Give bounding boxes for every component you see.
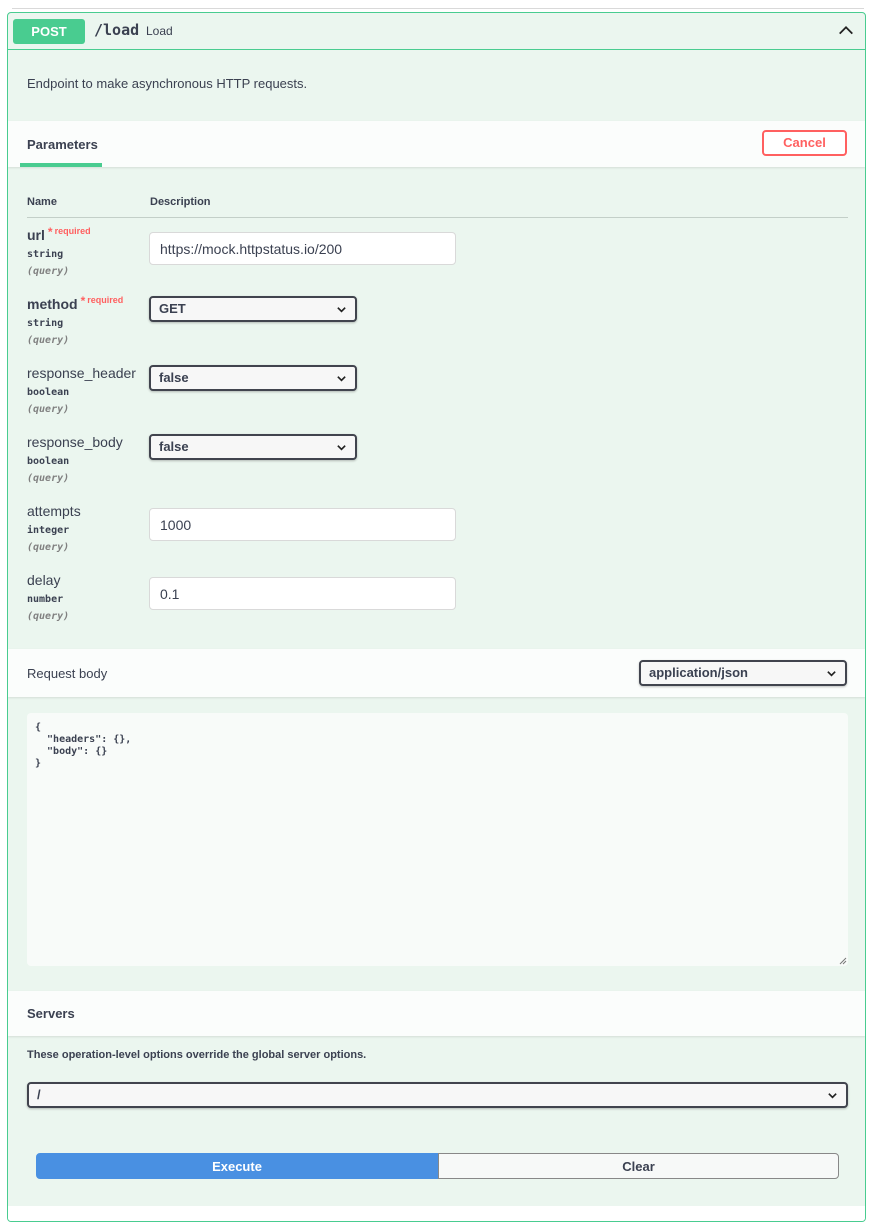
- param-type-delay: number: [27, 594, 64, 605]
- execute-button[interactable]: Execute: [36, 1153, 438, 1179]
- operation-summary-text: Load: [146, 24, 173, 38]
- operation-description: Endpoint to make asynchronous HTTP requests.: [27, 76, 308, 91]
- param-name-delay: delay: [27, 572, 61, 588]
- required-star: *: [80, 294, 86, 308]
- responses-section-edge: [8, 1206, 865, 1222]
- top-divider: [12, 8, 864, 9]
- content-type-value: application/json: [649, 665, 748, 680]
- attempts-input[interactable]: [149, 508, 456, 541]
- parameters-header: [8, 121, 865, 167]
- param-label: method: [27, 296, 78, 312]
- required-label: required: [87, 295, 124, 305]
- request-body-editor[interactable]: [27, 713, 848, 966]
- param-in-attempts: (query): [27, 542, 70, 553]
- param-in-response-header: (query): [27, 404, 70, 415]
- chevron-down-icon: [336, 373, 347, 384]
- request-body-label: Request body: [27, 666, 108, 681]
- method-select-value: GET: [159, 301, 186, 316]
- response-body-select[interactable]: [149, 434, 357, 460]
- operation-path: /load: [94, 21, 140, 39]
- servers-title: Servers: [27, 1006, 75, 1021]
- column-header-name: Name: [27, 196, 57, 208]
- required-label: required: [54, 226, 91, 236]
- server-select[interactable]: [27, 1082, 848, 1108]
- servers-header: [8, 991, 865, 1036]
- request-body-header: [8, 649, 865, 697]
- response-body-select-value: false: [159, 439, 189, 454]
- param-in-response-body: (query): [27, 473, 70, 484]
- param-type-response-header: boolean: [27, 387, 70, 398]
- tab-parameters[interactable]: Parameters: [27, 137, 98, 152]
- param-name-url: [27, 227, 91, 243]
- chevron-down-icon: [336, 304, 347, 315]
- execute-button-group: [36, 1153, 839, 1179]
- param-type-url: string: [27, 249, 64, 260]
- required-star: *: [47, 225, 53, 239]
- param-type-method: string: [27, 318, 64, 329]
- param-name-attempts: attempts: [27, 503, 81, 519]
- param-label: url: [27, 227, 45, 243]
- param-in-method: (query): [27, 335, 70, 346]
- column-header-description: Description: [150, 196, 211, 208]
- servers-note: These operation-level options override the global server options.: [27, 1049, 367, 1061]
- cancel-button[interactable]: Cancel: [762, 130, 847, 156]
- resize-handle-icon[interactable]: [839, 957, 847, 965]
- response-header-select-value: false: [159, 370, 189, 385]
- table-header-divider: [27, 217, 848, 218]
- operation-summary[interactable]: [8, 13, 865, 50]
- param-in-delay: (query): [27, 611, 70, 622]
- param-name-response-body: response_body: [27, 434, 123, 450]
- clear-button[interactable]: Clear: [438, 1153, 839, 1179]
- param-type-response-body: boolean: [27, 456, 70, 467]
- param-name-response-header: response_header: [27, 365, 136, 381]
- method-select[interactable]: [149, 296, 357, 322]
- operation-block-post-load: [7, 12, 866, 1222]
- url-input[interactable]: [149, 232, 456, 265]
- delay-input[interactable]: [149, 577, 456, 610]
- chevron-down-icon: [826, 668, 837, 679]
- param-type-attempts: integer: [27, 525, 70, 536]
- param-in-url: (query): [27, 266, 70, 277]
- method-badge: POST: [13, 19, 85, 44]
- response-header-select[interactable]: [149, 365, 357, 391]
- tab-active-indicator: [20, 163, 102, 167]
- param-name-method: [27, 296, 123, 312]
- chevron-up-icon[interactable]: [837, 21, 855, 39]
- server-select-value: /: [37, 1087, 41, 1102]
- chevron-down-icon: [336, 442, 347, 453]
- chevron-down-icon: [827, 1090, 838, 1101]
- content-type-select[interactable]: [639, 660, 847, 686]
